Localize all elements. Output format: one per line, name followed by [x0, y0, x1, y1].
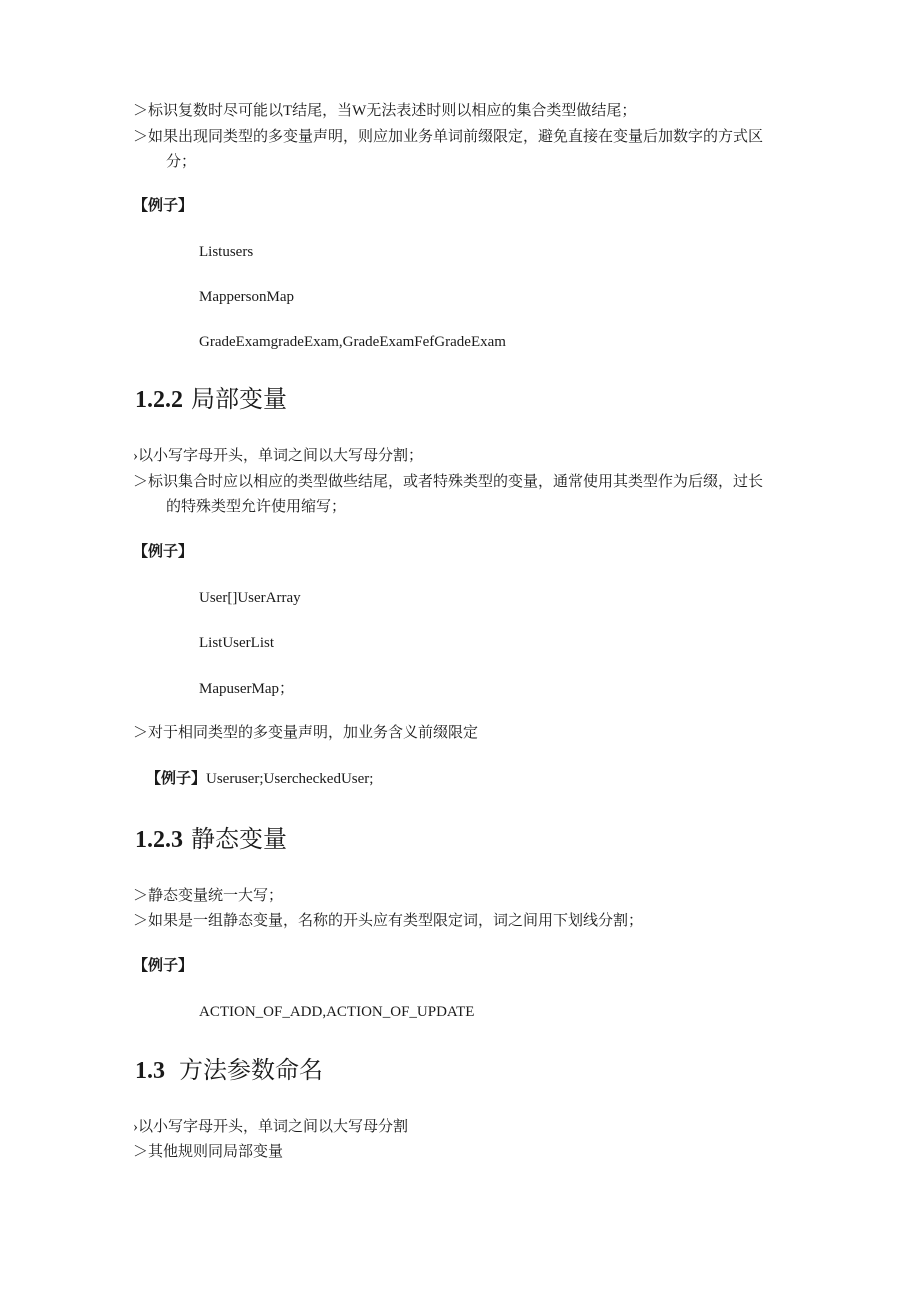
section-title: 静态变量	[191, 825, 287, 853]
section-title: 方法参数命名	[179, 1056, 323, 1084]
code-example: User[]UserArray	[199, 590, 301, 606]
example-label: 【例子】	[133, 198, 194, 214]
code-example: GradeExamgradeExam,GradeExamFefGradeExam	[199, 334, 506, 350]
rule-collection-suffix-cont: 的特殊类型允许使用缩写；	[166, 499, 347, 515]
example-label: 【例子】	[146, 771, 207, 787]
rule-plural-suffix: ＞标识复数时尽可能以T结尾，当W无法表述时则以相应的集合类型做结尾；	[133, 103, 637, 119]
code-example: MappersonMap	[199, 289, 294, 305]
code-example: Listusers	[199, 244, 254, 260]
rule-param-same-as-local: ＞其他规则同局部变量	[133, 1144, 284, 1160]
example-label: 【例子】	[133, 544, 194, 560]
rule-lowercase-start: ›以小写字母开头，单词之间以大写母分割；	[133, 448, 423, 464]
section-title: 局部变量	[191, 385, 287, 413]
section-heading-1-3	[135, 1055, 323, 1086]
code-example: ACTION_OF_ADD,ACTION_OF_UPDATE	[199, 1004, 475, 1020]
section-number: 1.2.3	[135, 827, 183, 853]
code-example: ListUserList	[199, 635, 274, 651]
rule-business-prefix: ＞对于相同类型的多变量声明，加业务含义前缀限定	[133, 725, 479, 741]
inline-example	[146, 769, 373, 789]
section-number: 1.2.2	[135, 387, 183, 413]
rule-collection-suffix: ＞标识集合时应以相应的类型做些结尾，或者特殊类型的变量，通常使用其类型作为后缀，过长	[133, 474, 764, 490]
section-heading-1-2-2	[135, 384, 287, 415]
rule-static-group-prefix: ＞如果是一组静态变量，名称的开头应有类型限定词，词之间用下划线分割；	[133, 913, 644, 929]
rule-multi-variable-prefix: ＞如果出现同类型的多变量声明，则应加业务单词前缀限定，避免直接在变量后加数字的方式区	[133, 129, 764, 145]
section-heading-1-2-3	[135, 824, 287, 855]
rule-static-uppercase: ＞静态变量统一大写；	[133, 888, 284, 904]
rule-param-lowercase-start: ›以小写字母开头，单词之间以大写母分割	[133, 1119, 408, 1135]
example-label: 【例子】	[133, 958, 194, 974]
rule-multi-variable-prefix-cont: 分；	[166, 154, 197, 170]
code-example: MapuserMap；	[199, 681, 294, 697]
section-number: 1.3	[135, 1058, 165, 1084]
code-example: Useruser;UsercheckedUser;	[206, 771, 374, 787]
